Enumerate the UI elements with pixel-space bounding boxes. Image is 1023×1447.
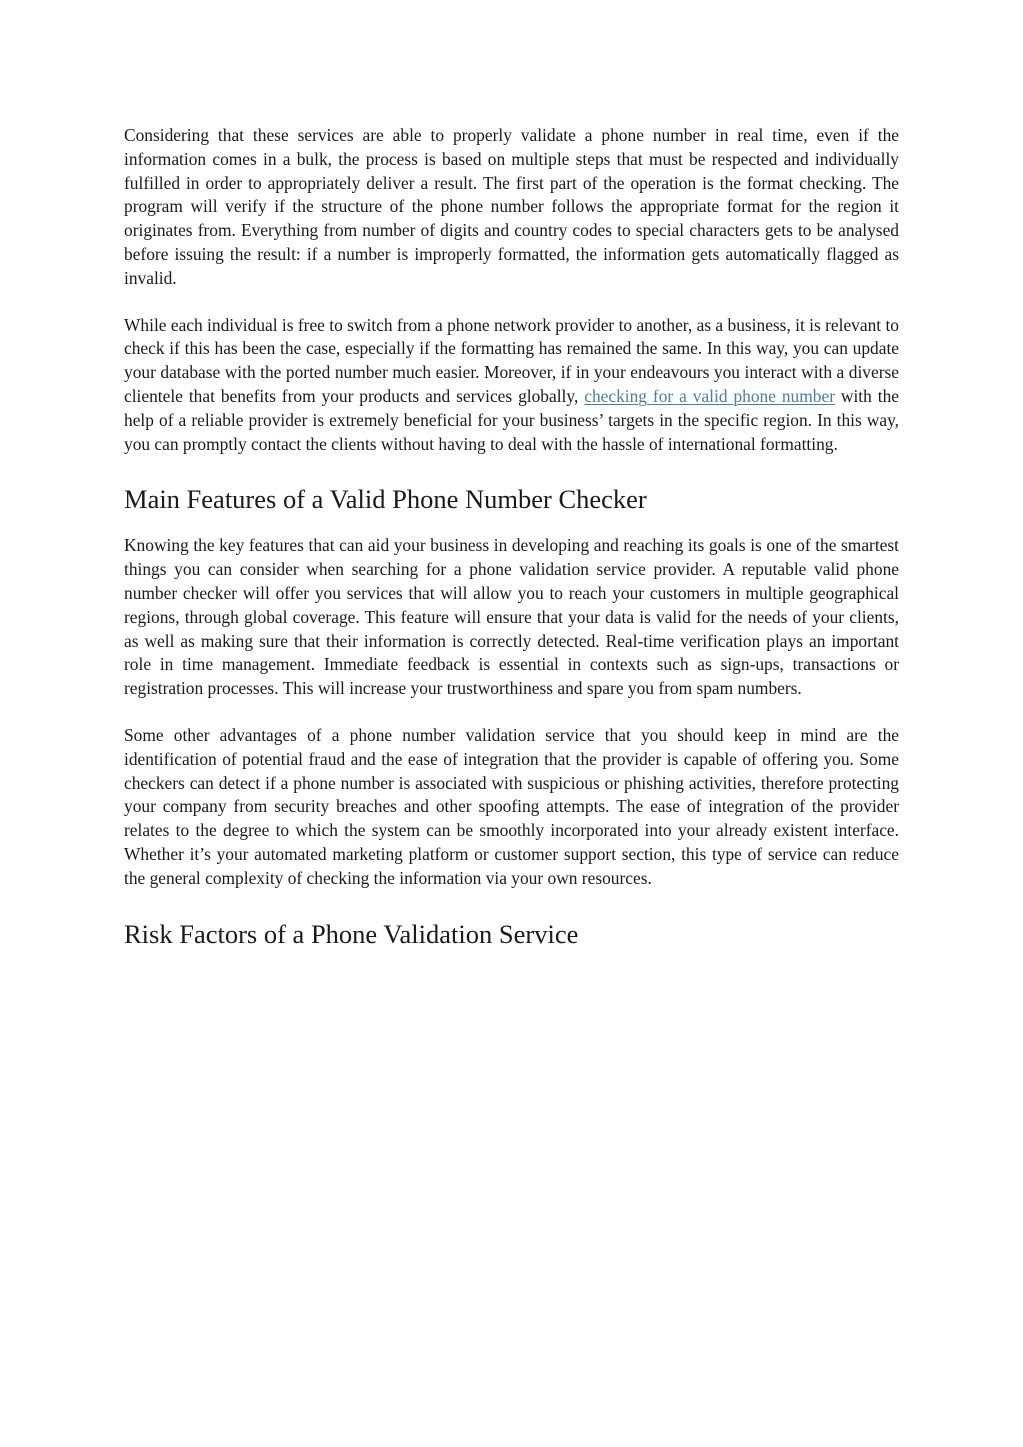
section-heading-risk-factors: Risk Factors of a Phone Validation Service (124, 918, 579, 949)
paragraph-other-advantages: Some other advantages of a phone number validation service that you should keep in mind are the identification of potential fraud and the ease of integration that the provider is capable of offering you. Some checkers can detect if a phone number is associated with suspicious or phishing activities, therefore protecting your company from security breaches and other spoofing attempts. The ease of integration of the provider relates to the degree to which the system can be smoothly incorporated into your already existent interface. Whether it’s your automated marketing platform or customer support section, this type of service can reduce the general complexity of checking the information via your own resources. (124, 724, 899, 888)
section-heading-main-features: Main Features of a Valid Phone Number Checker (124, 484, 647, 515)
document-body (124, 124, 899, 950)
paragraph-key-features: Knowing the key features that can aid your business in developing and reaching its goals is one of the smartest things you can consider when searching for a phone validation service provider. A reputable valid phone number checker will offer you services that will allow you to reach your customers in multiple geographical regions, through global coverage. This feature will ensure that your data is valid for the needs of your clients, as well as making sure that their information is correctly detected. Real-time verification plays an important role in time management. Immediate feedback is essential in contexts such as sign-ups, transactions or registration processes. This will increase your trustworthiness and spare you from spam numbers. (124, 535, 899, 699)
paragraph-text-before-link: While each individual is free to switch from a phone network provider to another, as a business, it is relevant to check if this has been the case, especially if the formatting has remained the same. In this way, you can update your database with the ported number much easier. Moreover, if in your endeavours you interact with a diverse clientele that benefits from your products and services globally, (124, 314, 899, 406)
paragraph-format-checking: Considering that these services are able to properly validate a phone number in real time, even if the information comes in a bulk, the process is based on multiple steps that must be respected and individually fulfilled in order to appropriately deliver a result. The first part of the operation is the format checking. The program will verify if the structure of the phone number follows the appropriate format for the region it originates from. Everything from number of digits and country codes to special characters gets to be analysed before issuing the result: if a number is improperly formatted, the information gets automatically flagged as invalid. (124, 125, 899, 288)
valid-phone-number-link[interactable]: checking for a valid phone number (584, 385, 835, 406)
paragraph-ported-numbers (124, 314, 899, 457)
paragraph-text-after-link: with the help of a reliable provider is extremely beneficial for your business’ targets in the specific region. In this way, you can promptly contact the clients without having to deal with the hassle of international formatting. (124, 385, 900, 454)
